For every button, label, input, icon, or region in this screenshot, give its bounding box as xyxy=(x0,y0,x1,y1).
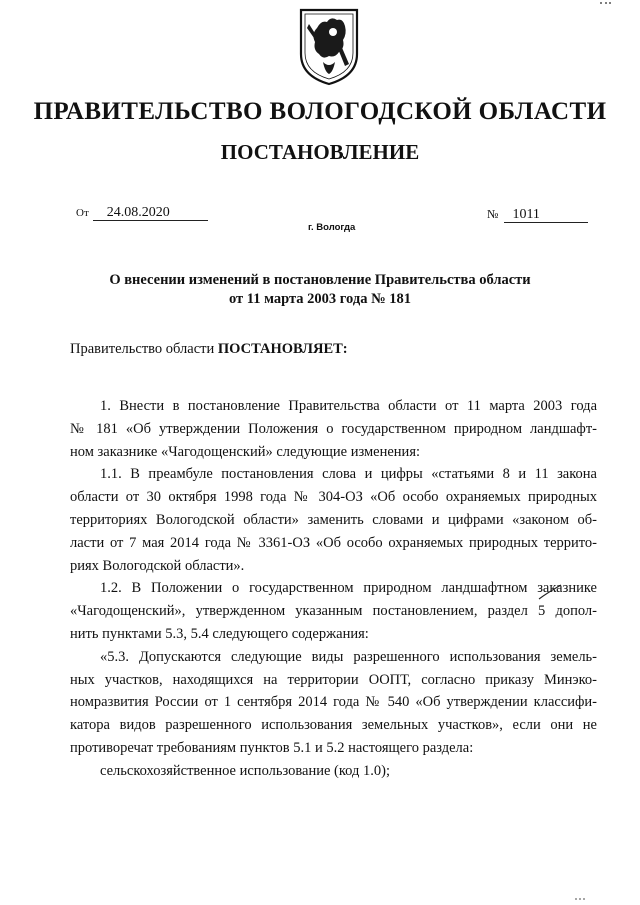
document-date: 24.08.2020 xyxy=(93,205,208,221)
paragraph-1 xyxy=(70,395,597,463)
preamble-emphasis: ПОСТАНОВЛЯЕТ: xyxy=(217,341,348,357)
document-number: 1011 xyxy=(504,207,588,223)
paragraph-line: области от 30 октября 1998 года № 304-ОЗ «Об особо охраняемых природных xyxy=(70,489,597,506)
paragraph-line: 1. Внести в постановление Правительства области от 11 марта 2003 года xyxy=(100,398,597,414)
document-type-title: ПОСТАНОВЛЕНИЕ xyxy=(220,140,420,164)
paragraph-line: 1.2. В Положении о государственном природном ландшафтном заказнике xyxy=(100,580,597,597)
paragraph-line: катора видов разрешенного использования земельных участков», если они не xyxy=(70,717,597,734)
paragraph-1-1 xyxy=(70,463,597,577)
document-number-row xyxy=(487,206,588,223)
paragraph-1-2 xyxy=(70,577,597,645)
preamble xyxy=(70,341,348,358)
organization-name: ПРАВИТЕЛЬСТВО ВОЛОГОДСКОЙ ОБЛАСТИ xyxy=(33,98,607,125)
paragraph-line: «Чагодощенский», утвержденном указанным постановлением, раздел 5 допол- xyxy=(70,603,597,620)
paragraph-line: ном заказнике «Чагодощенский» следующие изменения: xyxy=(70,443,421,460)
paragraph-line: сельскохозяйственное использование (код 1.0); xyxy=(100,762,390,779)
paragraph-line: номразвития России от 1 сентября 2014 года № 540 «Об утверждении классифи- xyxy=(70,694,597,711)
paragraph-line: «5.3. Допускаются следующие виды разрешенного использования земель- xyxy=(100,648,597,665)
preamble-text: Правительство области xyxy=(70,341,218,357)
coat-of-arms-icon xyxy=(297,6,361,86)
date-prefix: От xyxy=(76,207,89,219)
document-body xyxy=(70,395,597,783)
subject-line-2: от 11 марта 2003 года № 181 xyxy=(228,291,412,307)
scan-mark-icon xyxy=(598,0,612,6)
number-prefix: № xyxy=(487,207,499,221)
paragraph-5-3 xyxy=(70,646,597,760)
document-date-row xyxy=(76,204,208,221)
paragraph-line: нить пунктами 5.3, 5.4 следующего содержания: xyxy=(70,625,369,642)
paragraph-line: № 181 «Об утверждении Положения о государственном природном ландшафт- xyxy=(70,420,597,437)
document-subject xyxy=(0,271,640,309)
paragraph-line: ных участков, находящихся на территории ООПТ, согласно приказу Минэко- xyxy=(70,671,597,688)
paragraph-line: ласти от 7 мая 2014 года № 3361-ОЗ «Об особо охраняемых природных террито- xyxy=(70,534,597,551)
paragraph-list-item xyxy=(70,760,597,783)
paragraph-line: 1.1. В преамбуле постановления слова и цифры «статьями 8 и 11 закона xyxy=(100,466,597,483)
scan-mark-icon xyxy=(574,896,586,902)
issue-city: г. Вологда xyxy=(308,222,356,233)
paragraph-line: территориях Вологодской области» заменить словами и цифрами «законом об- xyxy=(70,511,597,528)
subject-line-1: О внесении изменений в постановление Правительства области xyxy=(109,272,531,288)
pen-mark-icon xyxy=(537,583,563,601)
paragraph-line: риях Вологодской области». xyxy=(70,557,245,574)
paragraph-line: противоречат требованиям пунктов 5.1 и 5.2 настоящего раздела: xyxy=(70,739,474,756)
